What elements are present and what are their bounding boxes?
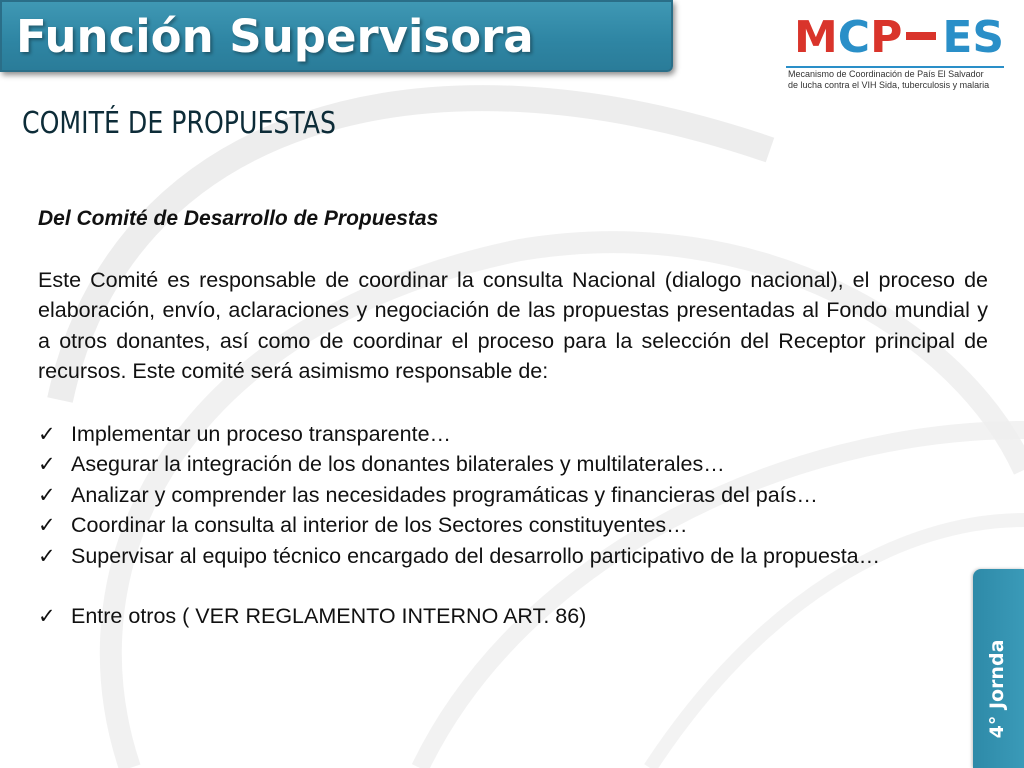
session-side-tab-label: 4° Jornda (986, 639, 1008, 739)
checkmark-icon: ✓ (38, 421, 56, 446)
checkmark-icon: ✓ (38, 452, 56, 476)
list-item-text: Supervisar al equipo técnico encargado del desarrollo participativo de la propuesta… (71, 543, 881, 568)
list-item-text: Asegurar la integración de los donantes bilaterales y multilaterales… (71, 452, 725, 476)
responsibility-list (38, 419, 988, 632)
checkmark-icon: ✓ (38, 604, 56, 628)
list-item-text: Entre otros ( VER REGLAMENTO INTERNO ART. 86) (71, 604, 587, 628)
logo-caption (788, 69, 1010, 91)
checkmark-icon: ✓ (38, 482, 56, 507)
list-item-text: Coordinar la consulta al interior de los Sectores constituyentes… (71, 513, 688, 537)
checkmark-icon: ✓ (38, 543, 56, 568)
slide-content (38, 204, 988, 632)
logo-caption-line-2: de lucha contra el VIH Sida, tuberculosis y malaria (788, 80, 990, 90)
list-item-text: Analizar y comprender las necesidades programáticas y financieras del país… (71, 482, 818, 507)
logo-letter-m: M (794, 12, 838, 63)
title-banner (0, 0, 673, 72)
logo-caption-line-1: Mecanismo de Coordinación de País El Salvador (788, 69, 984, 79)
list-item (38, 601, 988, 632)
logo-divider (786, 66, 1004, 68)
list-item (38, 541, 988, 572)
logo-letters-es: ES (942, 12, 1005, 63)
logo-letter-p: P (870, 12, 903, 63)
list-item (38, 419, 988, 450)
body-paragraph: Este Comité es responsable de coordinar la consulta Nacional (dialogo nacional), el proceso de elaboración, envío, aclaraciones y negociación de las propuestas presentadas al Fondo mundial y a otros donantes, así como de coordinar el proceso para la selección del Receptor principal de recursos. Este comité será asimismo responsable de: (38, 267, 988, 383)
logo-dash (906, 32, 936, 40)
session-side-tab (973, 569, 1024, 768)
section-heading: Del Comité de Desarrollo de Propuestas (38, 207, 439, 230)
mcp-es-logo (780, 12, 1010, 92)
list-item (38, 480, 988, 511)
logo-letter-c: C (837, 12, 871, 63)
list-item (38, 510, 988, 541)
checkmark-icon: ✓ (38, 513, 56, 537)
list-item (38, 449, 988, 480)
page-title: Función Supervisora (16, 10, 534, 63)
logo-mark (794, 12, 1004, 64)
slide-subtitle: COMITÉ DE PROPUESTAS (22, 106, 337, 141)
list-item-text: Implementar un proceso transparente… (71, 421, 452, 446)
